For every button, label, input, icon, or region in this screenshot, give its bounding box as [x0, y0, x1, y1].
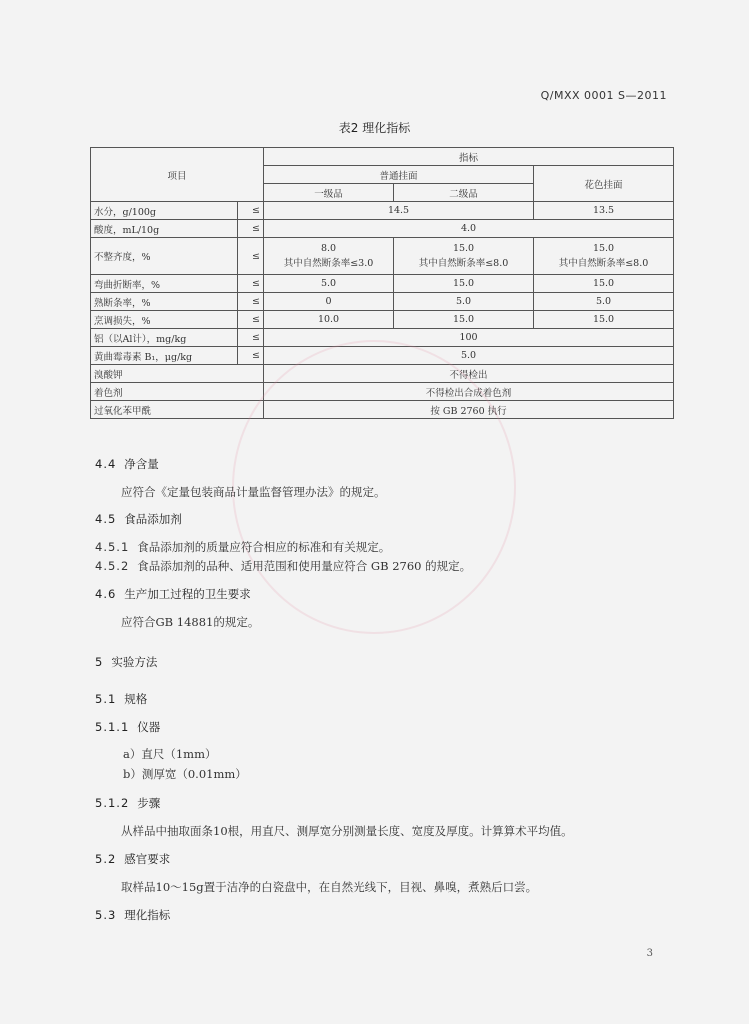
row-value-colored: 5.0 [534, 293, 674, 311]
section-text-4-6: 应符合GB 14881的规定。 [121, 615, 260, 629]
row-name: 酸度，mL/10g [91, 220, 238, 238]
section-text-5-1-2: 从样品中抽取面条10根，用直尺、测厚宽分别测量长度、宽度及厚度。计算算术平均值。 [121, 824, 573, 838]
table-header-row [91, 148, 674, 166]
header-colored: 花色挂面 [534, 166, 674, 202]
section-text: 食品添加剂的品种、适用范围和使用量应符合 GB 2760 的规定。 [137, 559, 472, 573]
row-operator: ≤ [238, 329, 264, 347]
row-operator: ≤ [238, 311, 264, 329]
section-number: 5.3 [95, 908, 117, 922]
row-operator: ≤ [238, 347, 264, 365]
section-heading-5-1-1 [95, 719, 160, 735]
page-number: 3 [646, 948, 653, 959]
section-title: 净含量 [124, 457, 159, 471]
section-title: 仪器 [137, 720, 161, 734]
instrument-item-b: b）测厚宽（0.01mm） [123, 767, 247, 781]
row-value-grade1: 10.0 [264, 311, 394, 329]
section-number: 4.6 [95, 587, 117, 601]
instrument-item-a: a）直尺（1mm） [123, 747, 217, 761]
table-row [91, 365, 674, 383]
section-title: 规格 [124, 692, 148, 706]
row-value-all: 不得检出合成着色剂 [264, 383, 674, 401]
row-operator: ≤ [238, 220, 264, 238]
header-indicator: 指标 [264, 148, 674, 166]
section-heading-5-2 [95, 851, 170, 867]
section-number: 4.5.2 [95, 559, 130, 573]
section-text-4-5-2 [95, 558, 471, 574]
row-name: 着色剂 [91, 383, 264, 401]
section-number: 5.1.2 [95, 796, 130, 810]
row-name: 过氧化苯甲酰 [91, 401, 264, 419]
value-note: 其中自然断条率≤8.0 [418, 258, 509, 269]
table-row [91, 329, 674, 347]
table-row [91, 401, 674, 419]
row-operator: ≤ [238, 293, 264, 311]
section-number: 5.1.1 [95, 720, 130, 734]
row-name: 不整齐度，% [91, 238, 238, 275]
row-value-grade2: 15.0 [394, 311, 534, 329]
section-heading-4-5 [95, 511, 182, 527]
row-name: 溴酸钾 [91, 365, 264, 383]
row-value-colored [534, 238, 674, 275]
header-normal: 普通挂面 [264, 166, 534, 184]
section-title: 实验方法 [111, 655, 158, 669]
table-row [91, 238, 674, 275]
row-name: 黄曲霉毒素 B₁，μg/kg [91, 347, 238, 365]
row-value-all: 5.0 [264, 347, 674, 365]
section-title: 理化指标 [124, 908, 171, 922]
row-value-grade2: 5.0 [394, 293, 534, 311]
value-note: 其中自然断条率≤3.0 [283, 258, 374, 269]
row-value-colored: 13.5 [534, 202, 674, 220]
row-name: 熟断条率，% [91, 293, 238, 311]
value-main: 8.0 [320, 243, 337, 254]
row-value-all: 按 GB 2760 执行 [264, 401, 674, 419]
row-name: 弯曲折断率，% [91, 275, 238, 293]
section-number: 5 [95, 655, 104, 669]
row-value-grade1: 0 [264, 293, 394, 311]
table-row [91, 202, 674, 220]
header-grade1: 一级品 [264, 184, 394, 202]
row-value-grade2 [394, 238, 534, 275]
section-title: 步骤 [137, 796, 161, 810]
section-number: 5.2 [95, 852, 117, 866]
header-item: 项目 [91, 148, 264, 202]
row-operator: ≤ [238, 202, 264, 220]
row-value-all: 4.0 [264, 220, 674, 238]
row-name: 水分，g/100g [91, 202, 238, 220]
table-row [91, 275, 674, 293]
value-main: 15.0 [592, 243, 615, 254]
table-row [91, 311, 674, 329]
row-value-colored: 15.0 [534, 275, 674, 293]
table-row [91, 220, 674, 238]
value-note: 其中自然断条率≤8.0 [558, 258, 649, 269]
header-grade2: 二级品 [394, 184, 534, 202]
table-row [91, 293, 674, 311]
table-row [91, 383, 674, 401]
document-code: Q/MXX 0001 S—2011 [540, 89, 667, 102]
row-value-all: 不得检出 [264, 365, 674, 383]
section-heading-5-3 [95, 907, 170, 923]
section-number: 4.5.1 [95, 540, 130, 554]
section-number: 4.4 [95, 457, 117, 471]
section-heading-5-1 [95, 691, 147, 707]
specification-table [90, 147, 674, 419]
section-text-4-4: 应符合《定量包装商品计量监督管理办法》的规定。 [121, 485, 386, 499]
section-text-5-2: 取样品10～15g置于洁净的白瓷盘中，在自然光线下，目视、鼻嗅，煮熟后口尝。 [121, 880, 538, 894]
row-value-grade2: 15.0 [394, 275, 534, 293]
section-text: 食品添加剂的质量应符合相应的标准和有关规定。 [137, 540, 391, 554]
section-title: 食品添加剂 [124, 512, 182, 526]
section-number: 4.5 [95, 512, 117, 526]
row-value-normal: 14.5 [264, 202, 534, 220]
section-number: 5.1 [95, 692, 117, 706]
section-heading-4-4 [95, 456, 159, 472]
section-heading-4-6 [95, 586, 251, 602]
section-text-4-5-1 [95, 539, 390, 555]
table-row [91, 347, 674, 365]
table-title: 表2 理化指标 [338, 121, 411, 135]
section-title: 生产加工过程的卫生要求 [124, 587, 251, 601]
row-name: 烹调损失，% [91, 311, 238, 329]
row-name: 铝（以Al计），mg/kg [91, 329, 238, 347]
section-title: 感官要求 [124, 852, 171, 866]
section-heading-5 [95, 654, 157, 670]
row-value-grade1 [264, 238, 394, 275]
row-value-grade1: 5.0 [264, 275, 394, 293]
section-heading-5-1-2 [95, 795, 160, 811]
row-operator: ≤ [238, 275, 264, 293]
value-main: 15.0 [452, 243, 475, 254]
row-value-all: 100 [264, 329, 674, 347]
row-operator: ≤ [238, 238, 264, 275]
row-value-colored: 15.0 [534, 311, 674, 329]
